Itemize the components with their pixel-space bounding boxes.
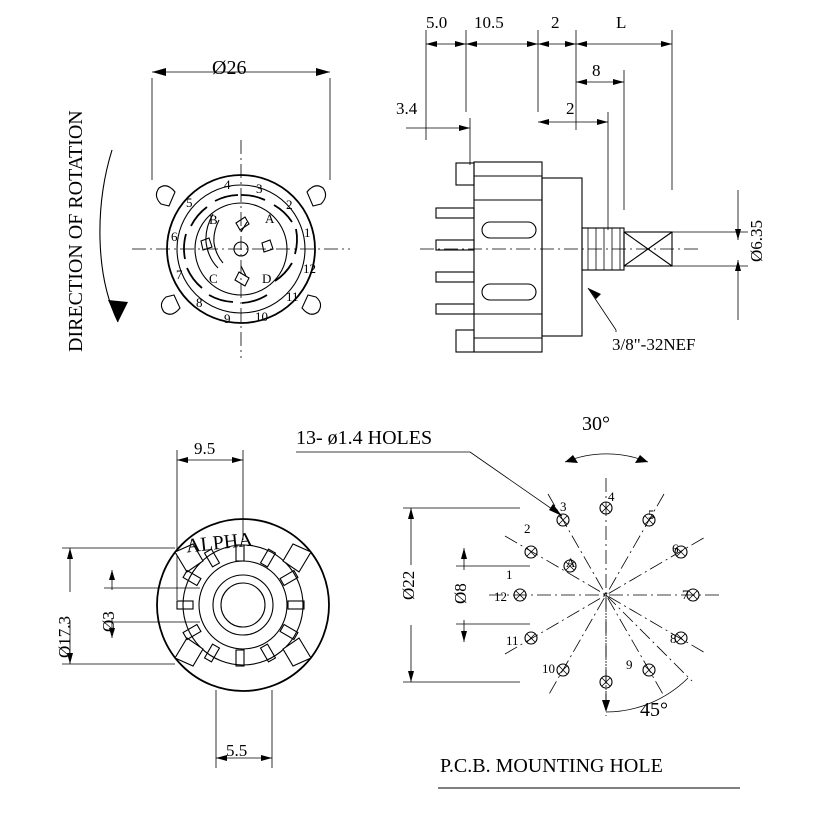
front-contact-2: 2 <box>286 197 293 212</box>
pcb-hole-10: 10 <box>542 661 555 676</box>
front-letter-c: C <box>209 271 218 286</box>
pcb-hole-1: 1 <box>506 567 513 582</box>
front-letter-b: B <box>209 212 218 227</box>
pcb-hole-2: 2 <box>524 521 531 536</box>
pcb-hole-11: 11 <box>506 633 519 648</box>
rear-dim-5-5: 5.5 <box>226 741 248 760</box>
front-outer-diameter-dim: Ø26 <box>212 57 247 79</box>
front-letter-a: A <box>265 211 275 226</box>
pcb-dim-22: Ø22 <box>399 570 418 600</box>
rear-dim-3: Ø3 <box>99 611 118 632</box>
angle-30-label: 30° <box>582 413 610 435</box>
shaft-diameter-dim: Ø6.35 <box>747 219 766 262</box>
pcb-hole-12: 12 <box>494 589 507 604</box>
pcb-hole-8: 8 <box>670 631 677 646</box>
front-contact-1: 1 <box>304 225 311 240</box>
front-contact-10: 10 <box>255 309 268 324</box>
pcb-center-label: A <box>566 555 576 570</box>
side-dim-3-4: 3.4 <box>396 99 418 118</box>
front-contact-9: 9 <box>224 311 231 326</box>
front-contact-7: 7 <box>176 267 183 282</box>
rear-dim-9-5: 9.5 <box>194 439 216 458</box>
thread-note: 3/8"-32NEF <box>612 335 696 354</box>
front-contact-3: 3 <box>256 181 263 196</box>
holes-note: 13- ø1.4 HOLES <box>296 427 433 449</box>
front-letter-d: D <box>262 271 272 286</box>
pcb-hole-3: 3 <box>560 499 567 514</box>
front-contact-4: 4 <box>224 177 231 192</box>
side-dim-L: L <box>616 13 627 32</box>
front-contact-6: 6 <box>171 229 178 244</box>
side-dim-10-5: 10.5 <box>474 13 504 32</box>
pcb-dim-8: Ø8 <box>451 583 470 604</box>
rear-dim-17-3: Ø17.3 <box>55 615 74 658</box>
front-contact-12: 12 <box>303 261 316 276</box>
pcb-hole-7: 7 <box>682 587 689 602</box>
pcb-hole-6: 6 <box>672 541 679 556</box>
pcb-hole-9: 9 <box>626 657 633 672</box>
angle-45-label: 45° <box>640 699 668 721</box>
side-dim-2: 2 <box>566 99 575 118</box>
pcb-caption: P.C.B. MOUNTING HOLE <box>440 755 663 777</box>
side-dim-2-top: 2 <box>551 13 560 32</box>
side-dim-8: 8 <box>592 61 601 80</box>
direction-of-rotation-label: DIRECTION OF ROTATION <box>65 110 87 352</box>
side-dim-5-0: 5.0 <box>426 13 448 32</box>
brand-label: ALPHA <box>185 528 254 558</box>
front-contact-11: 11 <box>286 289 299 304</box>
pcb-hole-4: 4 <box>608 489 615 504</box>
front-contact-8: 8 <box>196 295 203 310</box>
front-contact-5: 5 <box>186 195 193 210</box>
pcb-hole-5: 5 <box>648 507 655 522</box>
